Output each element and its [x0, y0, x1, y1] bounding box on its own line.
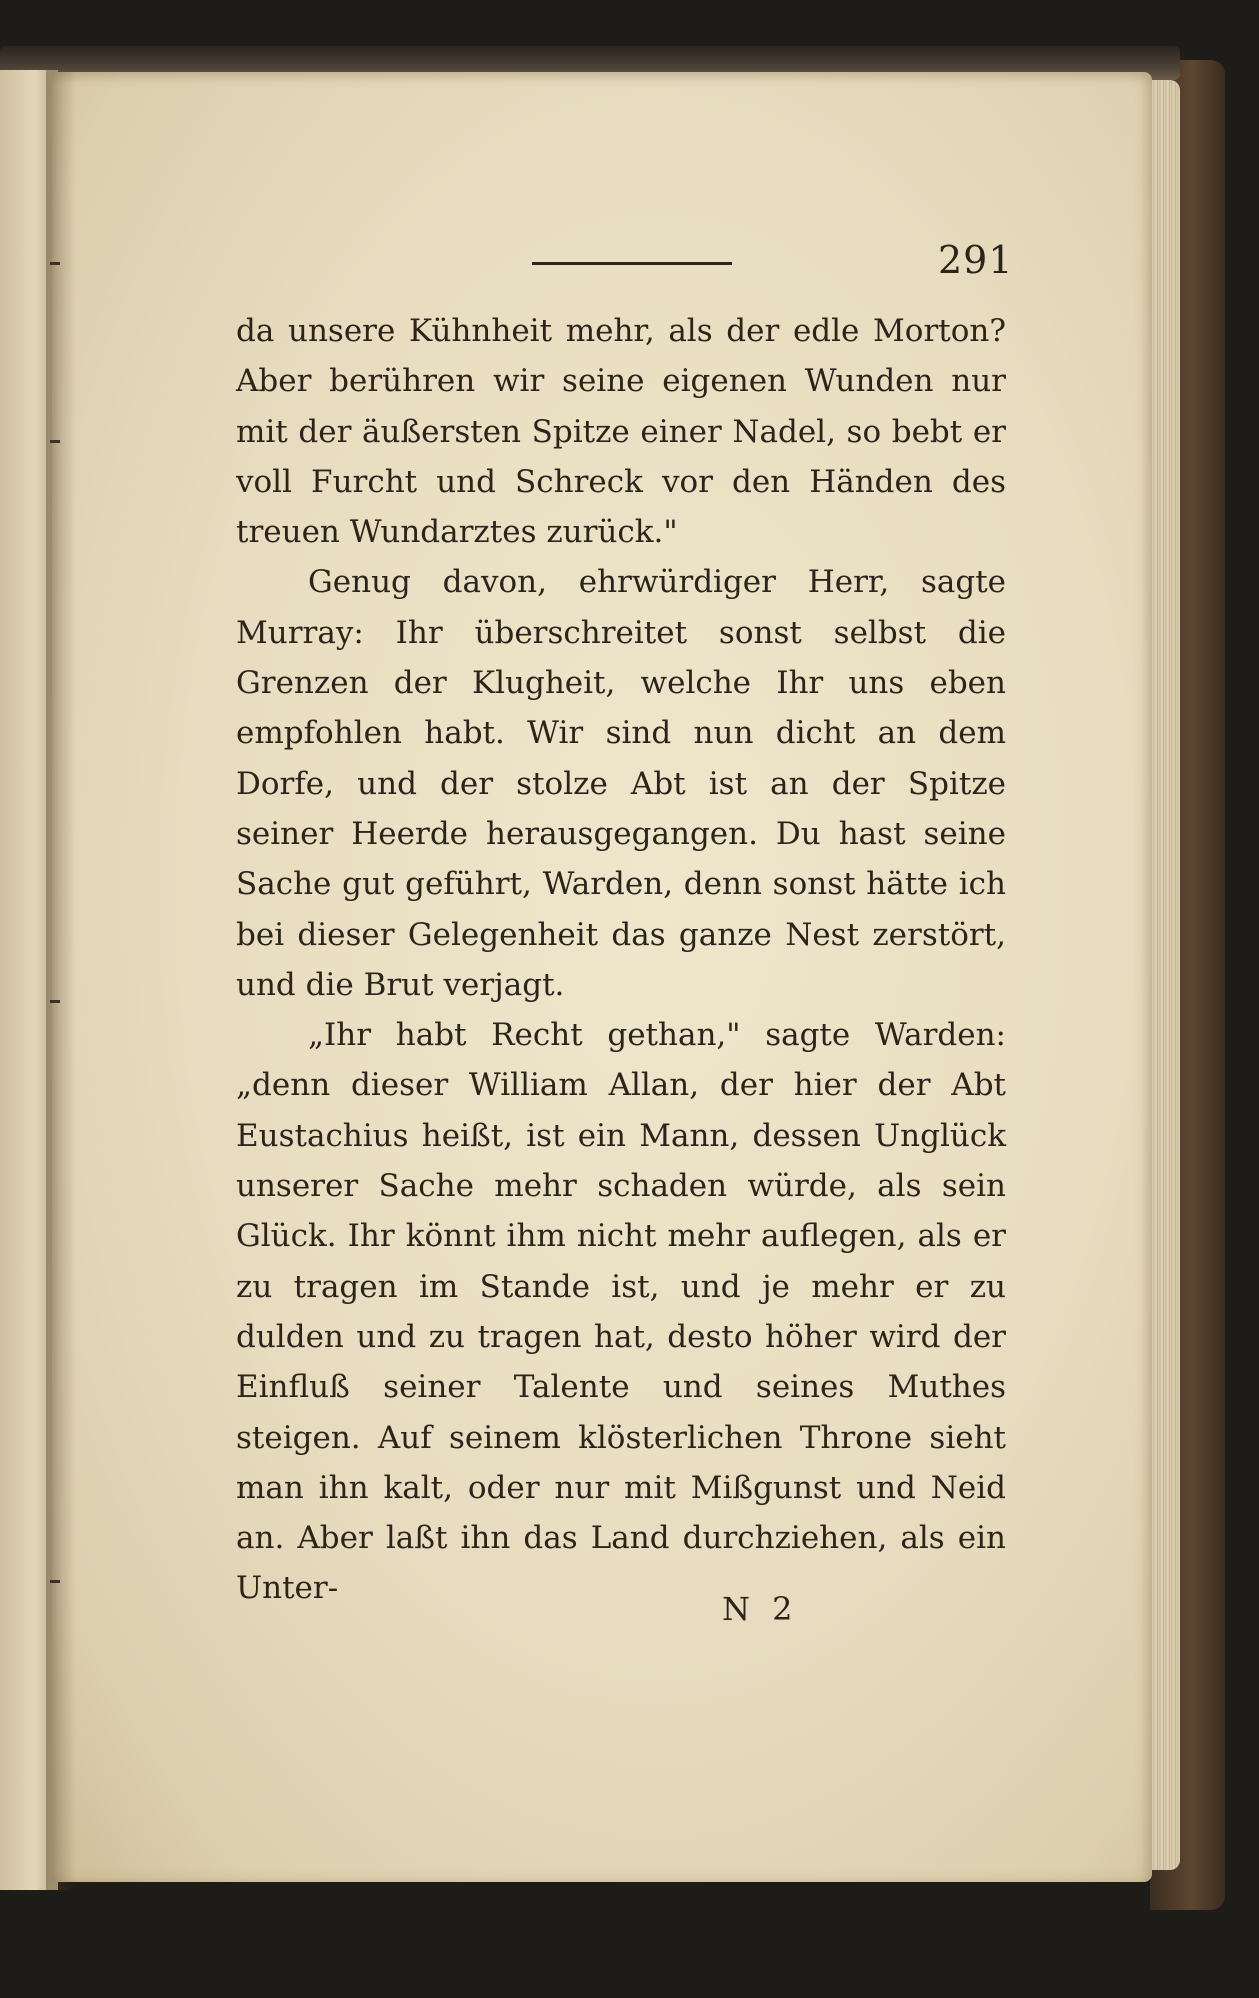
header-rule: [532, 262, 732, 265]
paragraph: Genug davon, ehrwürdiger Herr, sagte Murray: Ihr überschreitet sonst selbst die Grenzen der Klugheit, welche Ihr uns eben empfohlen habt. Wir sind nun dicht an dem Dorfe, und der stolze Abt ist an der Spitze seiner Heerde herausgegangen. Du hast seine Sache gut geführt, Warden, denn sonst hätte ich bei dieser Gelegenheit das ganze Nest zerstört, und die Brut verjagt.: [236, 564, 1006, 1003]
body-text: [236, 306, 1006, 1614]
signature-mark: N 2: [722, 1590, 799, 1628]
margin-mark: [50, 1000, 60, 1003]
gutter-shadow: [46, 70, 76, 1890]
page-number: 291: [938, 238, 1014, 282]
margin-mark: [50, 262, 60, 265]
margin-mark: [50, 440, 60, 443]
paragraph: da unsere Kühnheit mehr, als der edle Morton? Aber berühren wir seine eigenen Wunden nur mit der äußersten Spitze einer Nadel, so bebt er voll Furcht und Schreck vor den Händen des treuen Wundarztes zurück.": [236, 313, 1006, 551]
margin-mark: [50, 1580, 60, 1583]
paragraph: „Ihr habt Recht gethan," sagte Warden: „denn dieser William Allan, der hier der Abt Eustachius heißt, ist ein Mann, dessen Unglück unserer Sache mehr schaden würde, als sein Glück. Ihr könnt ihm nicht mehr auflegen, als er zu tragen im Stande ist, und je mehr er zu dulden und zu tragen hat, desto höher wird der Einfluß seiner Talente und seines Muthes steigen. Auf seinem klösterlichen Throne sieht man ihn kalt, oder nur mit Mißgunst und Neid an. Aber laßt ihn das Land durchziehen, als ein Unter-: [236, 1017, 1006, 1607]
